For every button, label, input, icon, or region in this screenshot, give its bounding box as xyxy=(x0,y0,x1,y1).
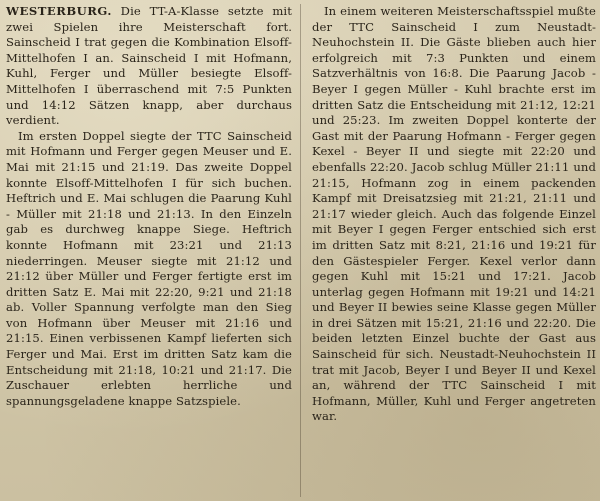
article-paragraph: Im ersten Doppel siegte der TTC Sainscheid mit Hofmann und Ferger gegen Meuser und E. Mai mit 21:15 und 21:19. Das zweite Doppel konnte Elsoff-Mittelhofen I für sich buchen. Heftrich und E. Mai schlugen die Paarung Kuhl - Müller mit 21:18 und 21:13. In den Einzeln gab es durchweg knappe Siege. Heftrich konnte Hofmann mit 23:21 und 21:13 niederringen. Meuser siegte mit 21:12 und 21:12 über Müller und Ferger fertigte erst im dritten Satz E. Mai mit 22:20, 9:21 und 21:18 ab. Voller Spannung verfolgte man den Sieg von Hofmann über Meuser mit 21:16 und 21:15. Einen verbissenen Kampf lieferten sich Ferger und Mai. Erst im dritten Satz kam die Entscheidung mit 21:18, 10:21 und 21:17. Die Zuschauer erlebten herrliche und spannungsgeladene knappe Satzspiele. xyxy=(6,128,292,408)
article-paragraph xyxy=(6,4,292,129)
article-column-left xyxy=(6,4,292,409)
paragraph-text: Die TT-A-Klasse setzte mit zwei Spielen ihre Meisterschaft fort. Sainscheid I trat gegen die Kombination Elsoff-Mittelhofen I an. Sainscheid I mit Hofmann, Kuhl, Ferger und Müller besiegte Elsoff-Mittelhofen I überraschend mit 7:5 Punkten und 14:12 Sätzen knapp, aber durchaus verdient. xyxy=(6,4,292,128)
dateline: WESTERBURG. xyxy=(6,4,112,18)
article-column-right xyxy=(312,4,596,425)
article-paragraph: In einem weiteren Meisterschaftsspiel mußte der TTC Sainscheid I zum Neustadt-Neuhochstein II. Die Gäste blieben auch hier erfolgreich mit 7:3 Punkten und einem Satzverhältnis von 16:8. Die Paarung Jacob - Beyer I gegen Müller - Kuhl brachte erst im dritten Satz die Entscheidung mit 21:12, 12:21 und 25:23. Im zweiten Doppel konterte der Gast mit der Paarung Hofmann - Ferger gegen Kexel - Beyer II und siegte mit 22:20 und ebenfalls 22:20. Jacob schlug Müller 21:11 und 21:15, Hofmann zog in einem packenden Kampf mit Dreisatzsieg mit 21:21, 21:11 und 21:17 wieder gleich. Auch das folgende Einzel mit Beyer I gegen Ferger entschied sich erst im dritten Satz mit 8:21, 21:16 und 19:21 für den Gästespieler Ferger. Kexel verlor dann gegen Kuhl mit 15:21 und 17:21. Jacob unterlag gegen Hofmann mit 19:21 und 14:21 und Beyer II bewies seine Klasse gegen Müller in drei Sätzen mit 15:21, 21:16 und 22:20. Die beiden letzten Einzel buchte der Gast aus Sainscheid für sich. Neustadt-Neuhochstein II trat mit Jacob, Beyer I und Beyer II und Kexel an, während der TTC Sainscheid I mit Hofmann, Müller, Kuhl und Ferger angetreten war. xyxy=(312,4,596,424)
column-divider xyxy=(300,4,301,497)
